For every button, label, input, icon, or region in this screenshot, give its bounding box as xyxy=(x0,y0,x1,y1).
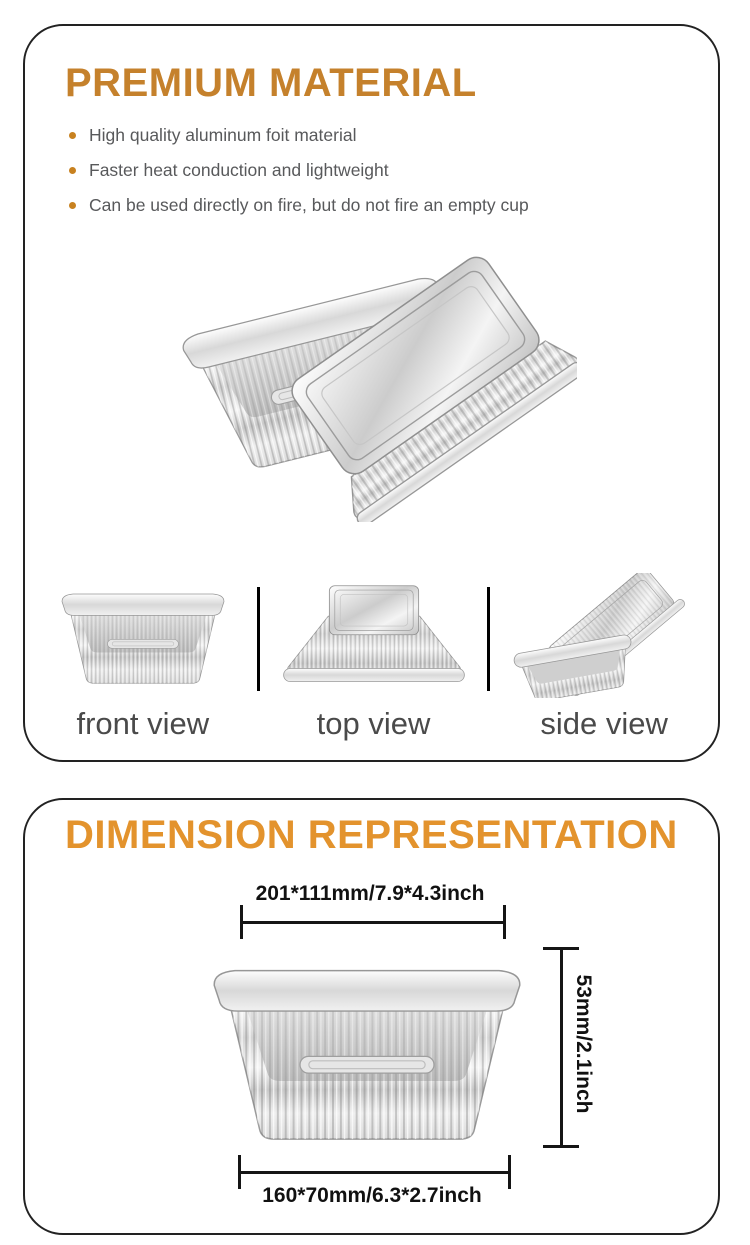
view-label-top: top view xyxy=(316,706,431,741)
length-dimension-label: 201*111mm/7.9*4.3inch xyxy=(255,882,485,905)
bullet-text: Faster heat conduction and lightweight xyxy=(89,160,389,180)
dimension-representation-card xyxy=(23,798,720,1235)
front-view-photo-box xyxy=(49,570,237,700)
view-cell-top xyxy=(260,570,488,742)
top-view-photo xyxy=(276,579,472,691)
views-row xyxy=(29,570,718,742)
bullet-item xyxy=(69,118,529,153)
bullet-item xyxy=(69,188,529,223)
side-view-photo xyxy=(506,573,702,698)
bullet-dot-icon xyxy=(69,167,76,174)
bullet-dot-icon xyxy=(69,132,76,139)
bullet-text: Can be used directly on fire, but do not fire an empty cup xyxy=(89,195,529,215)
width-dimension-label: 160*70mm/6.3*2.7inch xyxy=(262,1184,482,1207)
front-view-photo xyxy=(49,582,237,689)
bullet-text: High quality aluminum foit material xyxy=(89,125,357,145)
bullet-item xyxy=(69,153,529,188)
view-label-front: front view xyxy=(76,706,210,741)
bullet-dot-icon xyxy=(69,202,76,209)
length-dimension-line xyxy=(240,905,506,939)
view-cell-side xyxy=(490,570,718,742)
foil-pans-photo xyxy=(153,254,577,522)
view-label-side: side view xyxy=(540,706,668,741)
foil-pan-front-photo xyxy=(185,948,549,1150)
view-cell-front xyxy=(29,570,257,742)
height-dimension-label: 53mm/2.1inch xyxy=(572,974,595,1114)
top-view-photo-box xyxy=(276,570,472,700)
feature-bullet-list xyxy=(69,118,529,223)
premium-material-card xyxy=(23,24,720,762)
dimension-section-title: DIMENSION REPRESENTATION xyxy=(65,813,678,857)
premium-section-title: PREMIUM MATERIAL xyxy=(65,61,477,105)
side-view-photo-box xyxy=(506,570,702,700)
